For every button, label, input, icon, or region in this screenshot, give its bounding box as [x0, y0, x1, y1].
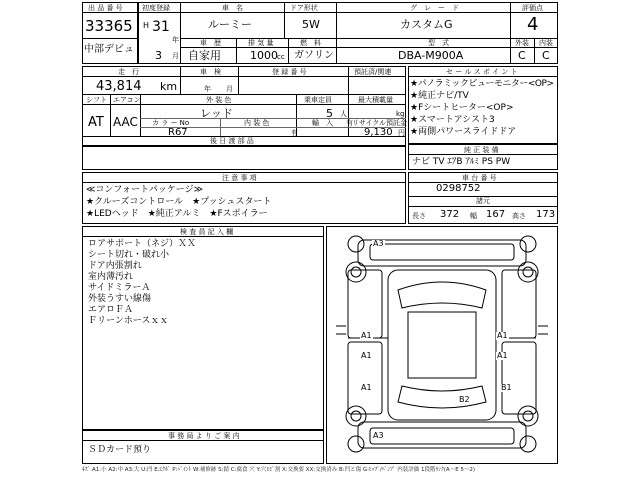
- length-label: 長さ: [412, 212, 426, 220]
- width-label: 幅: [470, 212, 477, 220]
- fuel: ガソリン: [294, 50, 334, 61]
- sales-point-1: ★パノラミックビューモニター<OP>: [410, 79, 554, 89]
- int-grade-label: 内装: [539, 39, 553, 47]
- height-label: 高さ: [512, 212, 526, 220]
- sales-point-4: ★スマートアシスト3: [410, 115, 495, 125]
- ext-grade-label: 外装: [515, 39, 529, 47]
- ext-color-label: 外 装 色: [206, 96, 232, 104]
- reg-year: 31: [152, 19, 170, 35]
- capacity: 5: [326, 107, 333, 120]
- lot-label: 出 品 番 号: [88, 4, 123, 12]
- model-code: DBA-M900A: [398, 49, 464, 62]
- sales-point-2: ★純正ナビ/TV: [410, 91, 469, 101]
- details-grid: [82, 66, 406, 146]
- year-unit: 年: [172, 36, 179, 44]
- inspection-label: 車 検: [200, 68, 221, 76]
- notes-line-1: ≪コンフォートパッケージ≫: [86, 185, 204, 195]
- inspector-note-7: エアロＦＡ: [88, 305, 134, 315]
- import-label: 輸 入: [312, 119, 333, 127]
- grade: カスタムG: [400, 18, 453, 31]
- inspector-note-1: ロアサポート（ネジ）ＸＸ: [88, 239, 197, 249]
- inspector-note-6: 外装うすい線傷: [88, 294, 152, 304]
- import-ari: 有: [346, 119, 353, 127]
- parts-box: [82, 146, 406, 170]
- dimensions-label: 諸元: [476, 197, 490, 205]
- era: H: [143, 21, 150, 30]
- grade-label: グ レ ー ド: [410, 4, 459, 12]
- door-label: ドア形状: [290, 4, 318, 12]
- damage-mark-left-front-door: A1: [361, 331, 372, 340]
- inspector-note-5: サイドミラーＡ: [88, 283, 151, 293]
- inspector-note-8: Ｆリーンホースｘｘ: [88, 316, 169, 326]
- chassis-no: 0298752: [436, 183, 481, 194]
- inspector-note-3: ドア内張割れ: [88, 261, 142, 271]
- yen-unit: 円: [398, 129, 405, 137]
- mileage: 43,814: [96, 79, 142, 94]
- equipment-label: 純 正 装 備: [464, 146, 499, 154]
- sales-point-3: ★Fシートヒーター<OP>: [410, 103, 514, 113]
- shift-label: シフト: [86, 96, 107, 104]
- ext-color: レッド: [200, 107, 233, 120]
- car-name-label: 車 名: [222, 4, 243, 12]
- first-reg-label: 初度登録: [142, 4, 170, 12]
- sales-point-label: セ ー ル ス ポ イ ン ト: [446, 68, 518, 76]
- equipment-list: ナビ TV ｴｱB ｱﾙﾐ PS PW: [412, 157, 511, 167]
- max-load-label: 最大積載量: [358, 96, 393, 104]
- parts-label: 後 日 渡 部 品: [210, 137, 254, 145]
- km-unit: km: [160, 80, 178, 93]
- notes-line-2: ★クルーズコントロール ★プッシュスタート: [86, 197, 272, 207]
- notes-line-3: ★LEDヘッド ★純正アルミ ★Fスポイラー: [86, 209, 268, 219]
- reg-month: 3: [155, 49, 162, 62]
- color-no: R67: [168, 127, 188, 138]
- damage-mark-right-side: A1: [497, 351, 508, 360]
- length-value: 372: [440, 209, 460, 220]
- damage-mark-right-rear: B1: [501, 383, 512, 392]
- cc-unit: cc: [277, 53, 285, 61]
- damage-mark-rear-hatch: B2: [459, 395, 470, 404]
- int-grade: C: [542, 49, 550, 62]
- aircon: AAC: [113, 115, 138, 129]
- capacity-label: 乗車定員: [304, 96, 332, 104]
- mileage-label: 走 行: [118, 68, 139, 76]
- displacement: 1000: [250, 49, 278, 62]
- insp-month-unit: 月: [226, 85, 233, 93]
- aircon-label: エアコン: [113, 96, 141, 104]
- door-type: 5W: [302, 18, 320, 31]
- office-note: ＳＤカード預り: [88, 445, 152, 455]
- footer-legend: ｷｽﾞ A1:小 A2:中 A3:大 U:凹 E:ｴｸﾎﾞ P:ﾍﾟｲﾝﾄ W:補修跡 S:錆 C:腐食 穴 Y:穴ﾋﾋﾞ割 X:交換要 XX:交換済み B:凹と傷 G:ﾋｯﾌﾟ/ﾊﾞﾝﾌﾟ 内装評価 1段階ﾗﾝｸ(A～E 5～2): [82, 467, 476, 473]
- recycle-fee: 9,130: [364, 127, 393, 138]
- office-label: 事 務 局 よ り ご 案 内: [168, 432, 240, 440]
- recycle-label: 預託済/関連: [354, 68, 392, 76]
- displacement-label: 排 気 量: [248, 39, 274, 47]
- use-label: 車 歴: [200, 39, 221, 47]
- model-label: 型 式: [428, 39, 449, 47]
- width-value: 167: [486, 209, 506, 220]
- damage-mark-right-front-door: A1: [497, 331, 508, 340]
- damage-mark-left-side: A1: [361, 351, 372, 360]
- kg-unit: kg: [396, 110, 405, 118]
- int-color-ari: 有: [291, 129, 298, 137]
- reg-no-label: 登 録 番 号: [272, 68, 307, 76]
- height-value: 173: [536, 209, 556, 220]
- region: 中部デビュ: [84, 44, 134, 55]
- inspector-note-2: シート切れ・破れ小: [88, 250, 170, 260]
- score: 4: [527, 14, 539, 35]
- damage-mark-rear: A3: [373, 431, 384, 440]
- score-label: 評価点: [522, 4, 543, 12]
- damage-mark-front: A3: [373, 239, 384, 248]
- ext-grade: C: [518, 49, 526, 62]
- chassis-label: 車 台 番 号: [462, 174, 497, 182]
- sales-point-5: ★両側パワースライドドア: [410, 127, 517, 137]
- insp-year-unit: 年: [204, 85, 211, 93]
- persons-unit: 人: [340, 110, 347, 118]
- vehicle-use: 自家用: [188, 49, 221, 62]
- color-no-label: カ ラ ー No: [152, 119, 190, 127]
- inspector-note-4: 室内薄汚れ: [88, 272, 134, 282]
- recycle-fee-label: リサイクル預託金: [352, 119, 408, 127]
- month-unit: 月: [172, 52, 179, 60]
- inspector-label: 検 査 員 記 入 欄: [180, 228, 234, 236]
- damage-mark-left-rear: A1: [361, 383, 372, 392]
- car-diagram: [326, 226, 558, 464]
- shift: AT: [88, 115, 104, 130]
- int-color-label: 内 装 色: [244, 119, 270, 127]
- lot-number: 33365: [85, 17, 133, 35]
- notes-label: 注 意 事 項: [222, 174, 257, 182]
- car-name: ルーミー: [208, 18, 252, 31]
- fuel-label: 燃 料: [300, 39, 321, 47]
